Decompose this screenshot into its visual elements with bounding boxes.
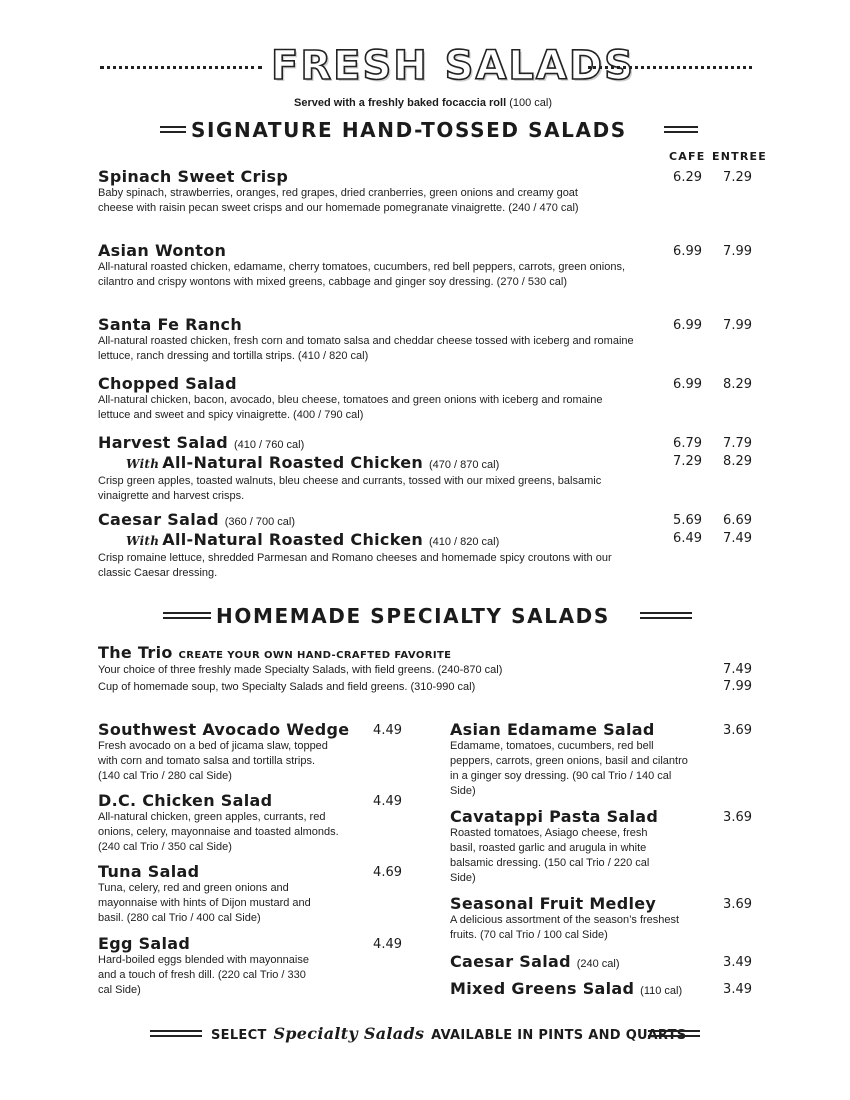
menu-item — [98, 721, 398, 784]
footer-post: AVAILABLE IN PINTS AND QUARTS — [431, 1028, 687, 1043]
item-desc: All-natural chicken, green apples, currants, red onions, celery, mayonnaise and toasted almonds. (240 cal Trio / 350 cal Side) — [98, 811, 339, 853]
item-desc: Baby spinach, strawberries, oranges, red grapes, dried cranberries, green onions and creamy goat cheese with raisin pecan sweet crisps and our homemade pomegranate vinaigrette. (240 / 470 cal) — [98, 187, 579, 214]
item-desc: All-natural roasted chicken, edamame, cherry tomatoes, cucumbers, red bell peppers, carrots, green onions, cilantro and crispy wontons with mixed greens, cabbage and ginger soy dressing. (270 / 530 cal) — [98, 261, 626, 288]
item-price: 3.49 — [723, 955, 752, 970]
menu-item — [450, 980, 682, 1000]
price-entree: 7.99 — [723, 244, 752, 259]
trio-option-2: Cup of homemade soup, two Specialty Salads and field greens. (310-990 cal) — [98, 681, 476, 693]
item-with-chicken — [98, 531, 643, 551]
item-desc: Roasted tomatoes, Asiago cheese, fresh basil, roasted garlic and arugula in white balsamic dressing. (150 cal Trio / 220 cal Side) — [450, 827, 650, 884]
price-entree: 7.79 — [723, 436, 752, 451]
item-desc: Tuna, celery, red and green onions and mayonnaise with hints of Dijon mustard and basil. (280 cal Trio / 400 cal Side) — [98, 882, 311, 924]
item-cal: (410 / 760 cal) — [233, 439, 305, 451]
with-cal: (470 / 870 cal) — [428, 459, 500, 471]
subtitle-text: Served with a freshly baked focaccia roll — [294, 97, 507, 109]
specialty-heading: HOMEMADE SPECIALTY SALADS — [216, 604, 610, 628]
item-desc: Hard-boiled eggs blended with mayonnaise and a touch of fresh dill. (220 cal Trio / 330 cal Side) — [98, 954, 309, 996]
item-cal: (360 / 700 cal) — [224, 516, 296, 528]
item-desc: All-natural chicken, bacon, avocado, bleu cheese, tomatoes and green onions with iceberg and romaine lettuce and sweet and spicy vinaigrette. (400 / 790 cal) — [98, 394, 603, 421]
item-with-chicken — [98, 454, 643, 474]
trio-block — [98, 644, 758, 665]
specialty-rule-left — [163, 612, 211, 619]
page-title: FRESH SALADS — [271, 43, 635, 89]
item-name: Santa Fe Ranch — [98, 315, 243, 334]
price-cafe: 6.79 — [673, 436, 702, 451]
item-cal: (110 cal) — [640, 985, 683, 997]
menu-item — [98, 935, 398, 998]
trio-tag: CREATE YOUR OWN HAND-CRAFTED FAVORITE — [178, 650, 452, 661]
item-name: Chopped Salad — [98, 374, 237, 393]
title-dots-left — [100, 66, 262, 69]
col-cafe-header: CAFE — [669, 150, 706, 163]
item-name-text: Caesar Salad — [450, 952, 571, 971]
menu-item — [98, 511, 643, 581]
with-cal: (410 / 820 cal) — [428, 536, 500, 548]
price-entree: 7.29 — [723, 170, 752, 185]
item-name — [98, 511, 643, 531]
item-cal: (240 cal) — [576, 958, 620, 970]
item-name — [98, 434, 643, 454]
trio-name: The Trio — [98, 643, 173, 662]
item-price: 4.49 — [373, 937, 402, 952]
item-name-text: Caesar Salad — [98, 510, 219, 529]
col-entree-header: ENTREE — [712, 150, 767, 163]
footer-note — [211, 1024, 686, 1043]
menu-item — [98, 434, 643, 504]
menu-item — [98, 242, 638, 290]
menu-item — [450, 895, 700, 943]
item-price: 3.69 — [723, 810, 752, 825]
item-desc: Crisp romaine lettuce, shredded Parmesan and Romano cheeses and homemade spicy croutons with our classic Caesar dressing. — [98, 552, 612, 579]
item-name: Egg Salad — [98, 934, 191, 953]
item-price: 3.49 — [723, 982, 752, 997]
footer-rule-right — [648, 1030, 700, 1037]
price-cafe: 6.99 — [673, 318, 702, 333]
item-name: Seasonal Fruit Medley — [450, 894, 657, 913]
with-label: With — [126, 457, 160, 471]
price-cafe: 5.69 — [673, 513, 702, 528]
menu-item — [98, 316, 643, 364]
price-entree: 6.69 — [723, 513, 752, 528]
item-name: Southwest Avocado Wedge — [98, 720, 350, 739]
item-desc: A delicious assortment of the season’s freshest fruits. (70 cal Trio / 100 cal Side) — [450, 914, 680, 941]
subtitle-cal: (100 cal) — [509, 97, 553, 109]
with-name: All-Natural Roasted Chicken — [162, 453, 424, 472]
item-name-text: Harvest Salad — [98, 433, 229, 452]
price-entree: 7.99 — [723, 318, 752, 333]
menu-item — [450, 953, 620, 973]
item-name-text: Mixed Greens Salad — [450, 979, 635, 998]
signature-rule-left — [160, 126, 186, 133]
price-cafe-with-chicken: 7.29 — [673, 454, 702, 469]
title-dots-right — [588, 66, 752, 69]
item-desc: Edamame, tomatoes, cucumbers, red bell peppers, carrots, green onions, basil and cilantro in a ginger soy dressing. (90 cal Trio / 140 cal Side) — [450, 740, 688, 797]
item-name: D.C. Chicken Salad — [98, 791, 273, 810]
price-entree: 8.29 — [723, 377, 752, 392]
item-desc: Crisp green apples, toasted walnuts, bleu cheese and currants, tossed with our mixed greens, balsamic vinaigrette and harvest crisps. — [98, 475, 602, 502]
item-name: Spinach Sweet Crisp — [98, 167, 289, 186]
item-price: 4.49 — [373, 794, 402, 809]
item-name: Cavatappi Pasta Salad — [450, 807, 659, 826]
trio-price-1: 7.49 — [723, 662, 752, 677]
menu-item — [98, 375, 638, 423]
price-cafe: 6.29 — [673, 170, 702, 185]
item-price: 4.69 — [373, 865, 402, 880]
signature-rule-right — [664, 126, 698, 133]
signature-heading: SIGNATURE HAND-TOSSED SALADS — [191, 118, 627, 142]
price-cafe: 6.99 — [673, 244, 702, 259]
trio-price-2: 7.99 — [723, 679, 752, 694]
footer-script: Specialty Salads — [273, 1024, 425, 1043]
menu-item — [98, 863, 398, 926]
footer-pre: SELECT — [211, 1028, 267, 1043]
item-name: Asian Edamame Salad — [450, 720, 655, 739]
item-price: 4.49 — [373, 723, 402, 738]
trio-title — [98, 644, 758, 665]
price-cafe: 6.99 — [673, 377, 702, 392]
page-subtitle — [294, 97, 552, 109]
price-cafe-with-chicken: 6.49 — [673, 531, 702, 546]
menu-item — [450, 808, 700, 886]
item-desc: All-natural roasted chicken, fresh corn and tomato salsa and cheddar cheese tossed with iceberg and romaine lettuce, ranch dressing and tortilla strips. (410 / 820 cal) — [98, 335, 634, 362]
item-price: 3.69 — [723, 897, 752, 912]
price-entree-with-chicken: 7.49 — [723, 531, 752, 546]
item-desc: Fresh avocado on a bed of jicama slaw, topped with corn and tomato salsa and tortilla strips. (140 cal Trio / 280 cal Side) — [98, 740, 328, 782]
trio-option-1: Your choice of three freshly made Specialty Salads, with field greens. (240-870 cal) — [98, 664, 503, 676]
menu-item — [450, 721, 700, 799]
item-name: Tuna Salad — [98, 862, 200, 881]
price-entree-with-chicken: 8.29 — [723, 454, 752, 469]
specialty-rule-right — [640, 612, 692, 619]
with-label: With — [126, 534, 160, 548]
with-name: All-Natural Roasted Chicken — [162, 530, 424, 549]
menu-item — [98, 168, 638, 216]
item-price: 3.69 — [723, 723, 752, 738]
menu-item — [98, 792, 398, 855]
footer-rule-left — [150, 1030, 202, 1037]
item-name: Asian Wonton — [98, 241, 227, 260]
